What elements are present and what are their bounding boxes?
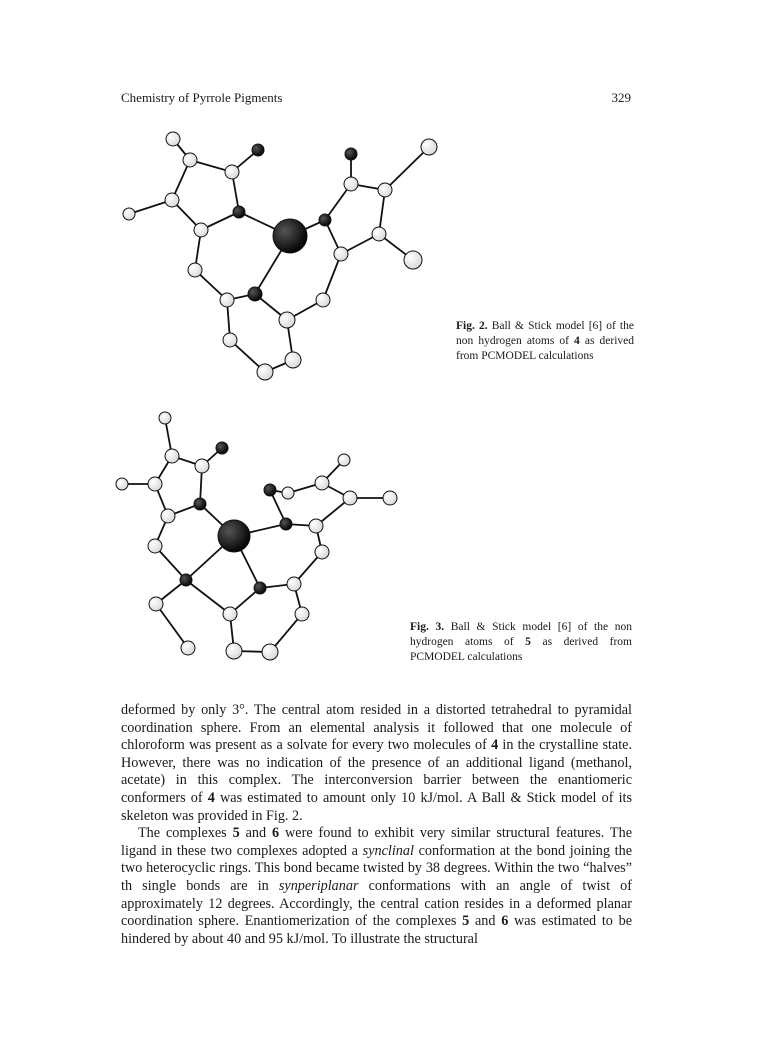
text-run: was estimated to be hindered by about 40 and 95 kJ/mol. To illustrate the structural — [121, 913, 632, 947]
figure-2-label: Fig. 2. — [456, 320, 488, 332]
figure-3-ball-stick-model — [110, 408, 400, 663]
text-run: conformations with an angle of twist of approximately 12 degrees. Accordingly, the central cation resides in a deformed planar coordination sphere. Enantiomerization of the complexes — [121, 877, 632, 930]
text-run: The complexes — [138, 825, 233, 842]
figure-3-caption-end: as derived from PCMODEL calculations — [410, 636, 632, 663]
figure-3-caption — [410, 620, 632, 665]
body-text — [121, 702, 632, 948]
compound-ref: 6 — [501, 913, 509, 930]
text-run: conformation at the bond joining the two heterocyclic rings. This bond became twisted by 38 degrees. Within the two “halves” th single bonds are in — [121, 842, 632, 894]
compound-ref: 5 — [462, 913, 470, 930]
italic-term: synperiplanar — [278, 877, 359, 894]
text-run: and — [239, 825, 273, 842]
italic-term: synclinal — [362, 842, 414, 859]
paragraph-2 — [121, 825, 632, 948]
text-run: deformed by only 3°. The central atom resided in a distorted tetrahedral to pyramidal coordination sphere. From an elemental analysis it followed that one molecule of chloroform was present as a solvate for every two molecules of — [121, 702, 632, 754]
text-run: and — [469, 913, 502, 930]
text-run: in the crystalline state. However, there was no indication of the presence of an additional ligand (methanol, acetate) in this complex. The interconversion barrier between the enantiomeric conformers of — [121, 737, 632, 806]
figure-3-label: Fig. 3. — [410, 621, 445, 633]
figure-3-compound: 5 — [525, 636, 531, 648]
text-run: was estimated to amount only 10 kJ/mol. A Ball & Stick model of its skeleton was provided in Fig. 2. — [121, 789, 632, 824]
text-run: were found to exhibit very similar structural features. The ligand in these two complexes adopted a — [121, 825, 632, 859]
figure-2-caption-end: as derived from PCMODEL calculations — [456, 335, 634, 362]
running-head-title: Chemistry of Pyrrole Pigments — [121, 90, 283, 105]
figure-2-caption — [456, 319, 634, 364]
compound-ref: 4 — [207, 789, 215, 806]
figure-2-ball-stick-model — [115, 122, 455, 412]
compound-ref: 5 — [232, 825, 240, 842]
compound-ref: 4 — [491, 737, 499, 754]
figure-2-caption-text: Ball & Stick model [6] of the non hydrogen atoms of — [456, 320, 634, 347]
figure-2-compound: 4 — [574, 335, 580, 347]
page-number: 329 — [611, 90, 631, 105]
compound-ref: 6 — [272, 825, 280, 842]
figure-3-caption-text: Ball & Stick model [6] of the non hydrogen atoms of — [410, 621, 632, 648]
paragraph-1 — [121, 702, 632, 825]
